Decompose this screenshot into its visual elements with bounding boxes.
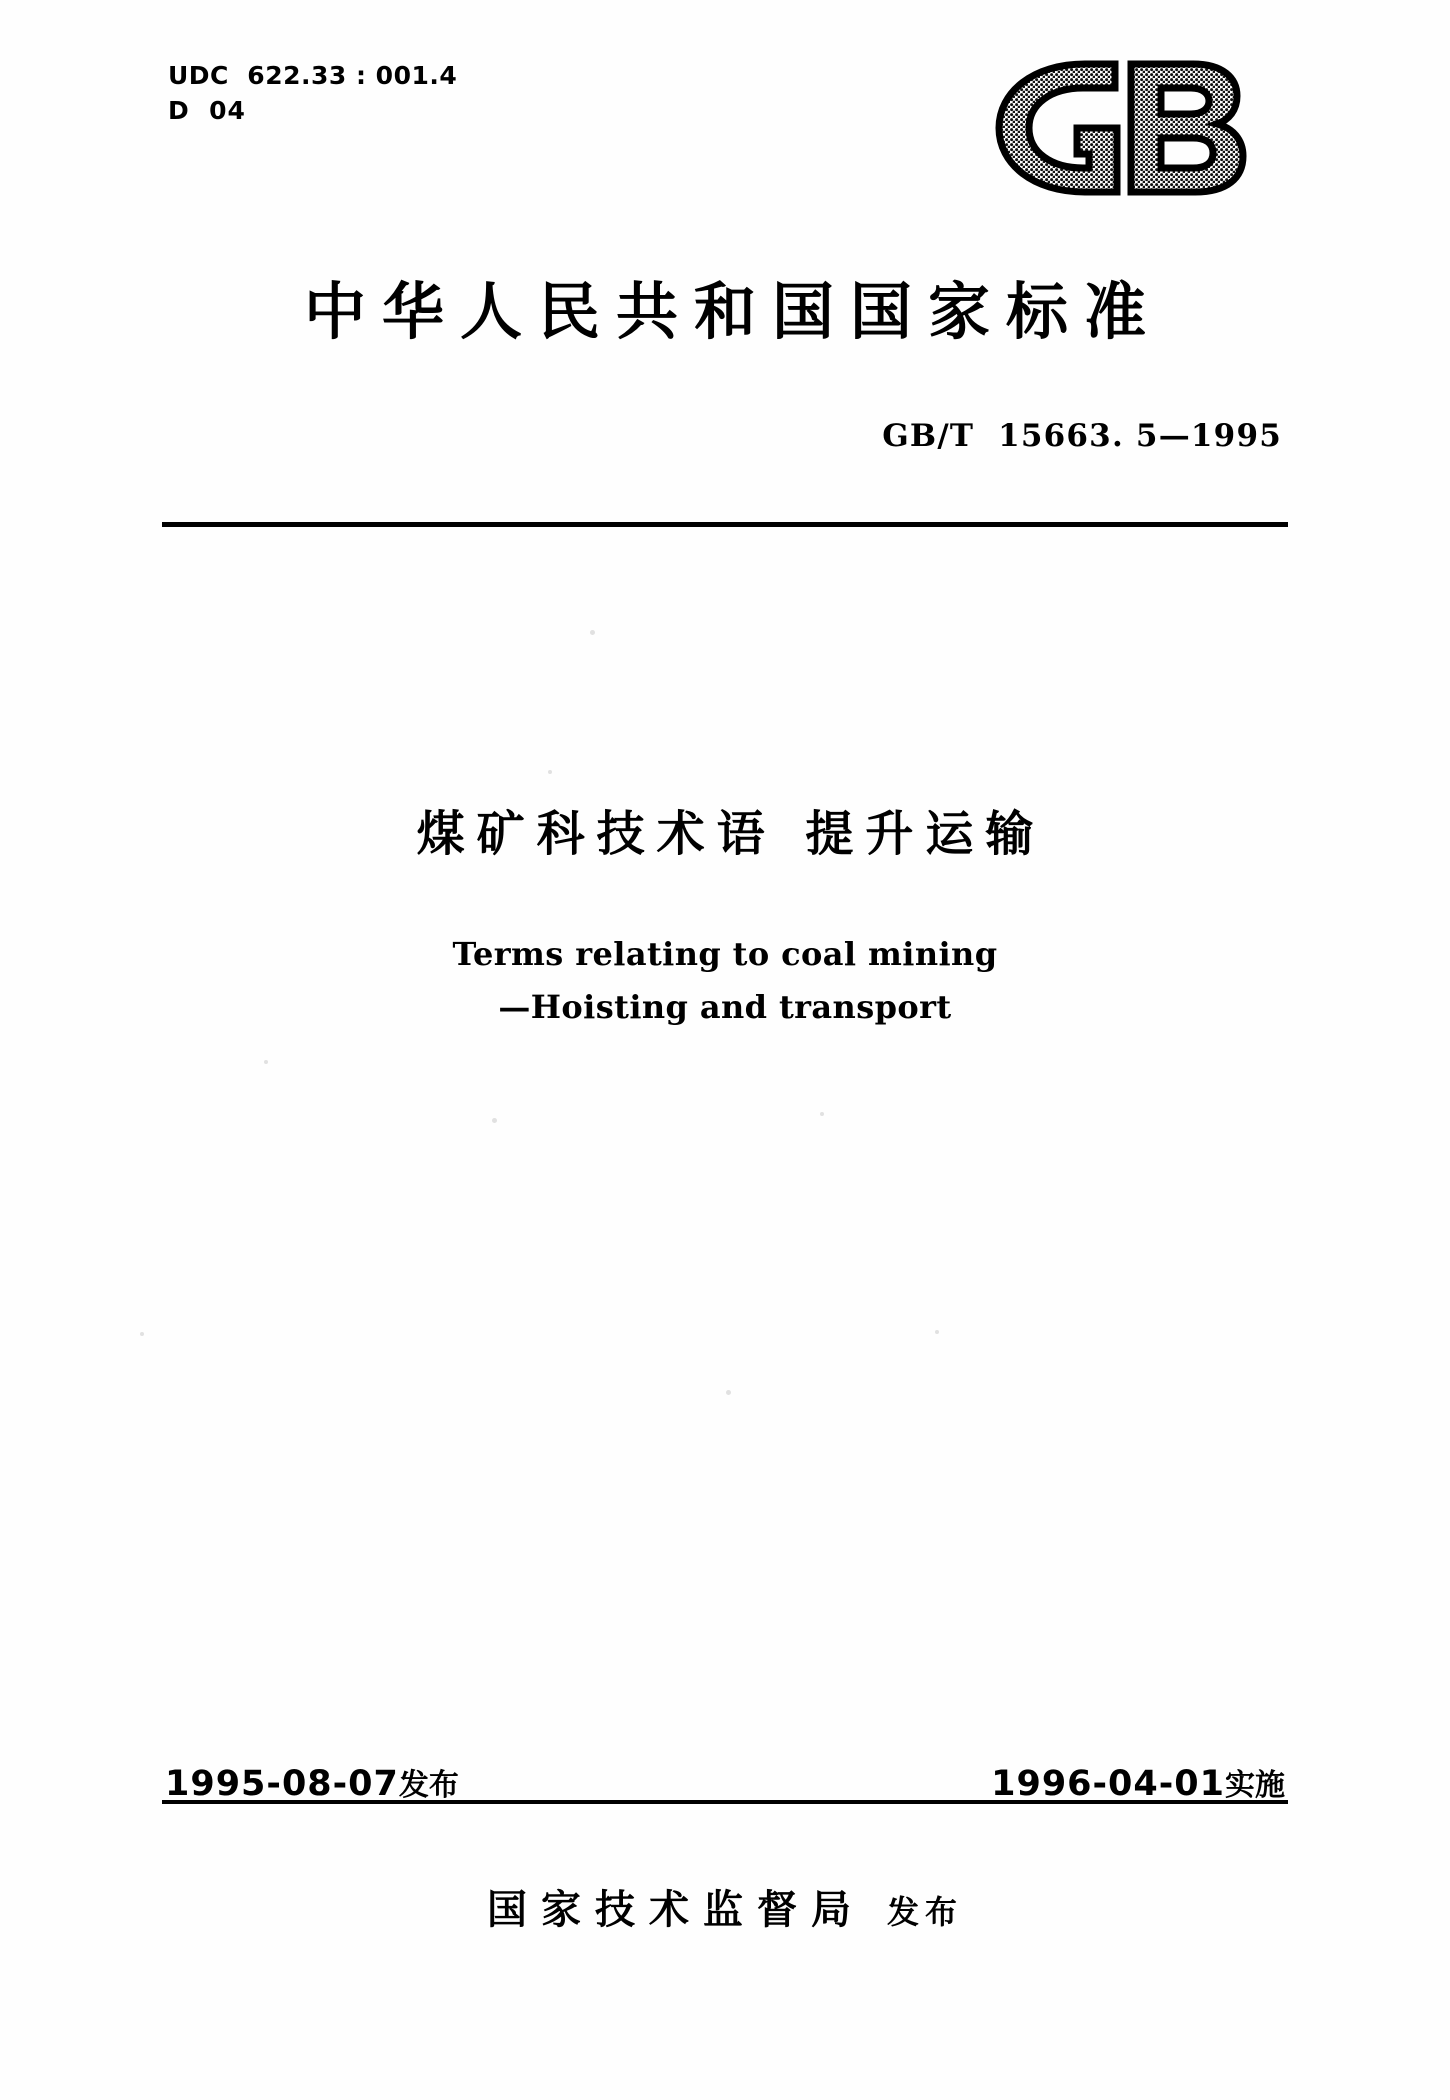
page-title: 中华人民共和国国家标准 [303, 275, 1162, 348]
scan-speckle [264, 1060, 268, 1064]
publisher [0, 1878, 1450, 1935]
publisher-verb: 发布 [886, 1893, 963, 1931]
issue-date-value: 1995-08-07 [165, 1764, 399, 1804]
scan-speckle [820, 1112, 824, 1116]
issue-date-label: 发布 [398, 1768, 459, 1803]
document-title-english-line2: —Hoisting and transport [498, 988, 952, 1026]
scan-speckle [590, 630, 595, 635]
scan-speckle [492, 1118, 497, 1123]
effective-date [991, 1760, 1285, 1804]
scan-speckle [548, 770, 552, 774]
divider-top [162, 522, 1288, 527]
scan-speckle [726, 1390, 731, 1395]
effective-date-label: 实施 [1225, 1768, 1285, 1803]
standard-number: GB/T 15663. 5—1995 [882, 418, 1282, 454]
gb-logo-icon [985, 58, 1265, 198]
publisher-organization: 国家技术监督局 [486, 1887, 865, 1933]
document-title-english-line1: Terms relating to coal mining [452, 935, 998, 973]
udc-classification-line2: D 04 [168, 96, 246, 125]
scan-speckle [140, 1332, 144, 1336]
effective-date-value: 1996-04-01 [991, 1764, 1225, 1804]
issue-date [165, 1760, 459, 1804]
scan-speckle [935, 1330, 939, 1334]
udc-classification-line1: UDC 622.33 : 001.4 [168, 61, 458, 90]
document-title-chinese: 煤矿科技术语 提升运输 [416, 806, 1046, 862]
